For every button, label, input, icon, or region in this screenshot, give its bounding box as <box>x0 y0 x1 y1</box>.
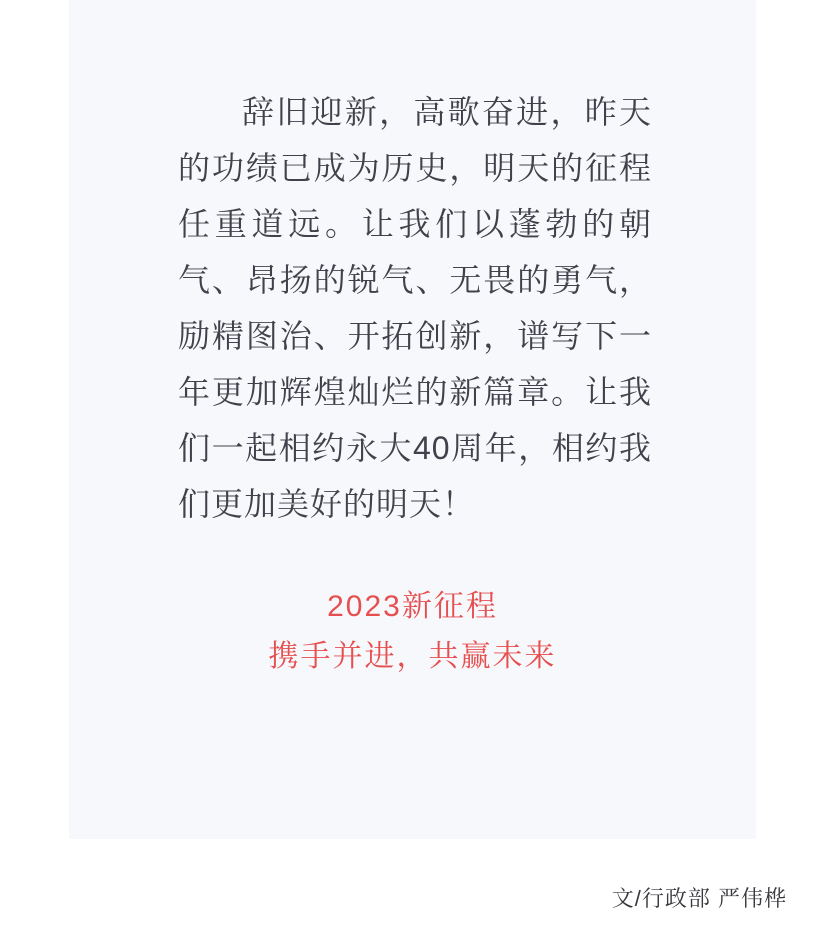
slogan-line-1: 2023新征程 <box>327 590 498 623</box>
article-paragraph: 辞旧迎新，高歌奋进，昨天的功绩已成为历史，明天的征程任重道远。让我们以蓬勃的朝气、昂扬的锐气、无畏的勇气，励精图治、开拓创新，谱写下一年更加辉煌灿烂的新篇章。让我们一起相约永大40周年，相约我们更加美好的明天！ <box>178 94 652 522</box>
slogan-block <box>69 582 756 682</box>
article-card <box>69 0 756 839</box>
byline: 文/行政部 严伟桦 <box>611 886 787 911</box>
slogan-line-2: 携手并进，共赢未来 <box>268 640 557 673</box>
